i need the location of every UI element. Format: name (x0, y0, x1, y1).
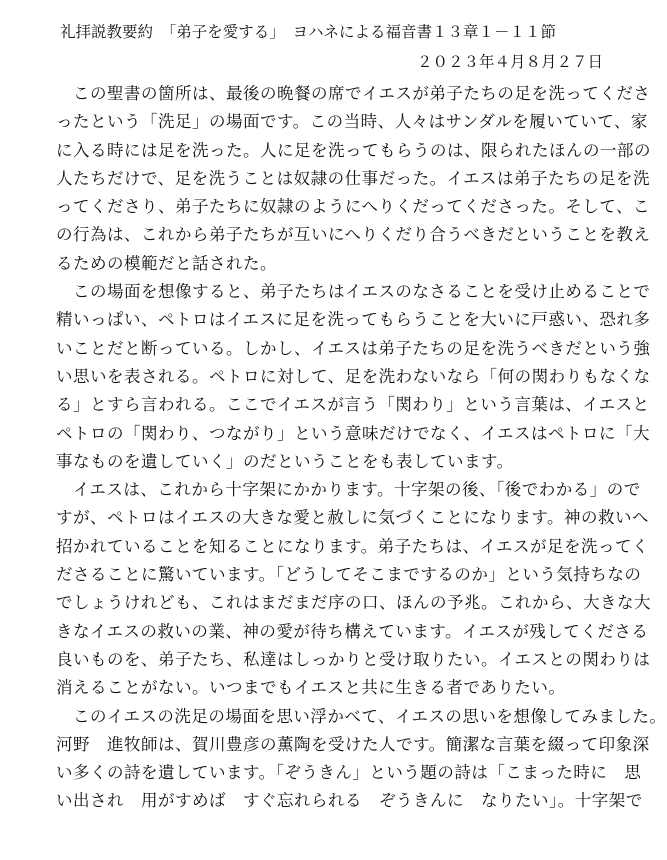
sermon-title: 礼拝説教要約 「弟子を愛する」 ヨハネによる福音書１３章１－１１節 (60, 23, 557, 41)
body-line: 河野 進牧師は、賀川豊彦の薫陶を受けた人です。簡潔な言葉を綴って印象深 (56, 734, 650, 754)
body-line: でしょうけれども、これはまだまだ序の口、ほんの予兆。これから、大きな大 (56, 593, 651, 613)
body-line: きなイエスの救いの業、神の愛が待ち構えています。イエスが残してくださる (56, 621, 649, 641)
body-line: 精いっぱい、ペトロはイエスに足を洗ってもらうことを大いに戸惑い、恐れ多 (56, 310, 651, 330)
sermon-date: ２０２３年４月８月２７日 (416, 53, 603, 71)
body-line: い思いを表される。ペトロに対して、足を洗わないなら「何の関わりもなくな (56, 366, 651, 386)
body-line: イエスは、これから十字架にかかります。十字架の後、「後でわかる」ので (56, 480, 641, 500)
body-line: ったという「洗足」の場面です。この当時、人々はサンダルを履いていて、家 (56, 112, 648, 132)
body-line: この聖書の箇所は、最後の晩餐の席でイエスが弟子たちの足を洗ってくださ (56, 84, 651, 103)
body-line: このイエスの洗足の場面を思い浮かべて、イエスの思いを想像してみました。 (56, 706, 667, 726)
body-line: 招かれていることを知ることになります。弟子たちは、イエスが足を洗ってく (56, 536, 650, 556)
body-line: い出され 用がすめば すぐ忘れられる ぞうきんに なりたい」。十字架で (56, 791, 643, 811)
body-line: この場面を想像すると、弟子たちはイエスのなさることを受け止めることで (56, 282, 651, 302)
body-line: る」とすら言われる。ここでイエスが言う「関わり」という言葉は、イエスと (56, 395, 650, 415)
body-line: 人たちだけで、足を洗うことは奴隷の仕事だった。イエスは弟子たちの足を洗 (56, 168, 651, 188)
body-line: 良いものを、弟子たち、私達はしっかりと受け取りたい。イエスとの関わりは (56, 649, 651, 669)
body-line: に入る時には足を洗った。人に足を洗ってもらうのは、限られたほんの一部の (56, 140, 651, 160)
body-line: 消えることがない。いつまでもイエスと共に生きる者でありたい。 (56, 678, 566, 698)
sermon-body (56, 80, 667, 816)
body-line: いことだと断っている。しかし、イエスは弟子たちの足を洗うべきだという強 (56, 338, 651, 358)
body-line: 事なものを遺していく」のだということをも表しています。 (56, 451, 514, 471)
body-line: の行為は、これから弟子たちが互いにへりくだり合うべきだということを教え (56, 225, 651, 245)
body-line: ペトロの「関わり、つながり」という意味だけでなく、イエスはペトロに「大 (56, 423, 651, 443)
body-line: るための模範だと話された。 (56, 253, 277, 273)
body-line: ださることに驚いています。「どうしてそこまでするのか」という気持ちなの (56, 565, 642, 585)
body-line: ってくださり、弟子たちに奴隷のようにへりくだってくださった。そして、こ (56, 197, 651, 217)
body-line: すが、ペトロはイエスの大きな愛と赦しに気づくことになります。神の救いへ (56, 508, 650, 528)
body-line: い多くの詩を遺しています。「ぞうきん」という題の詩は「こまった時に 思 (56, 763, 642, 783)
